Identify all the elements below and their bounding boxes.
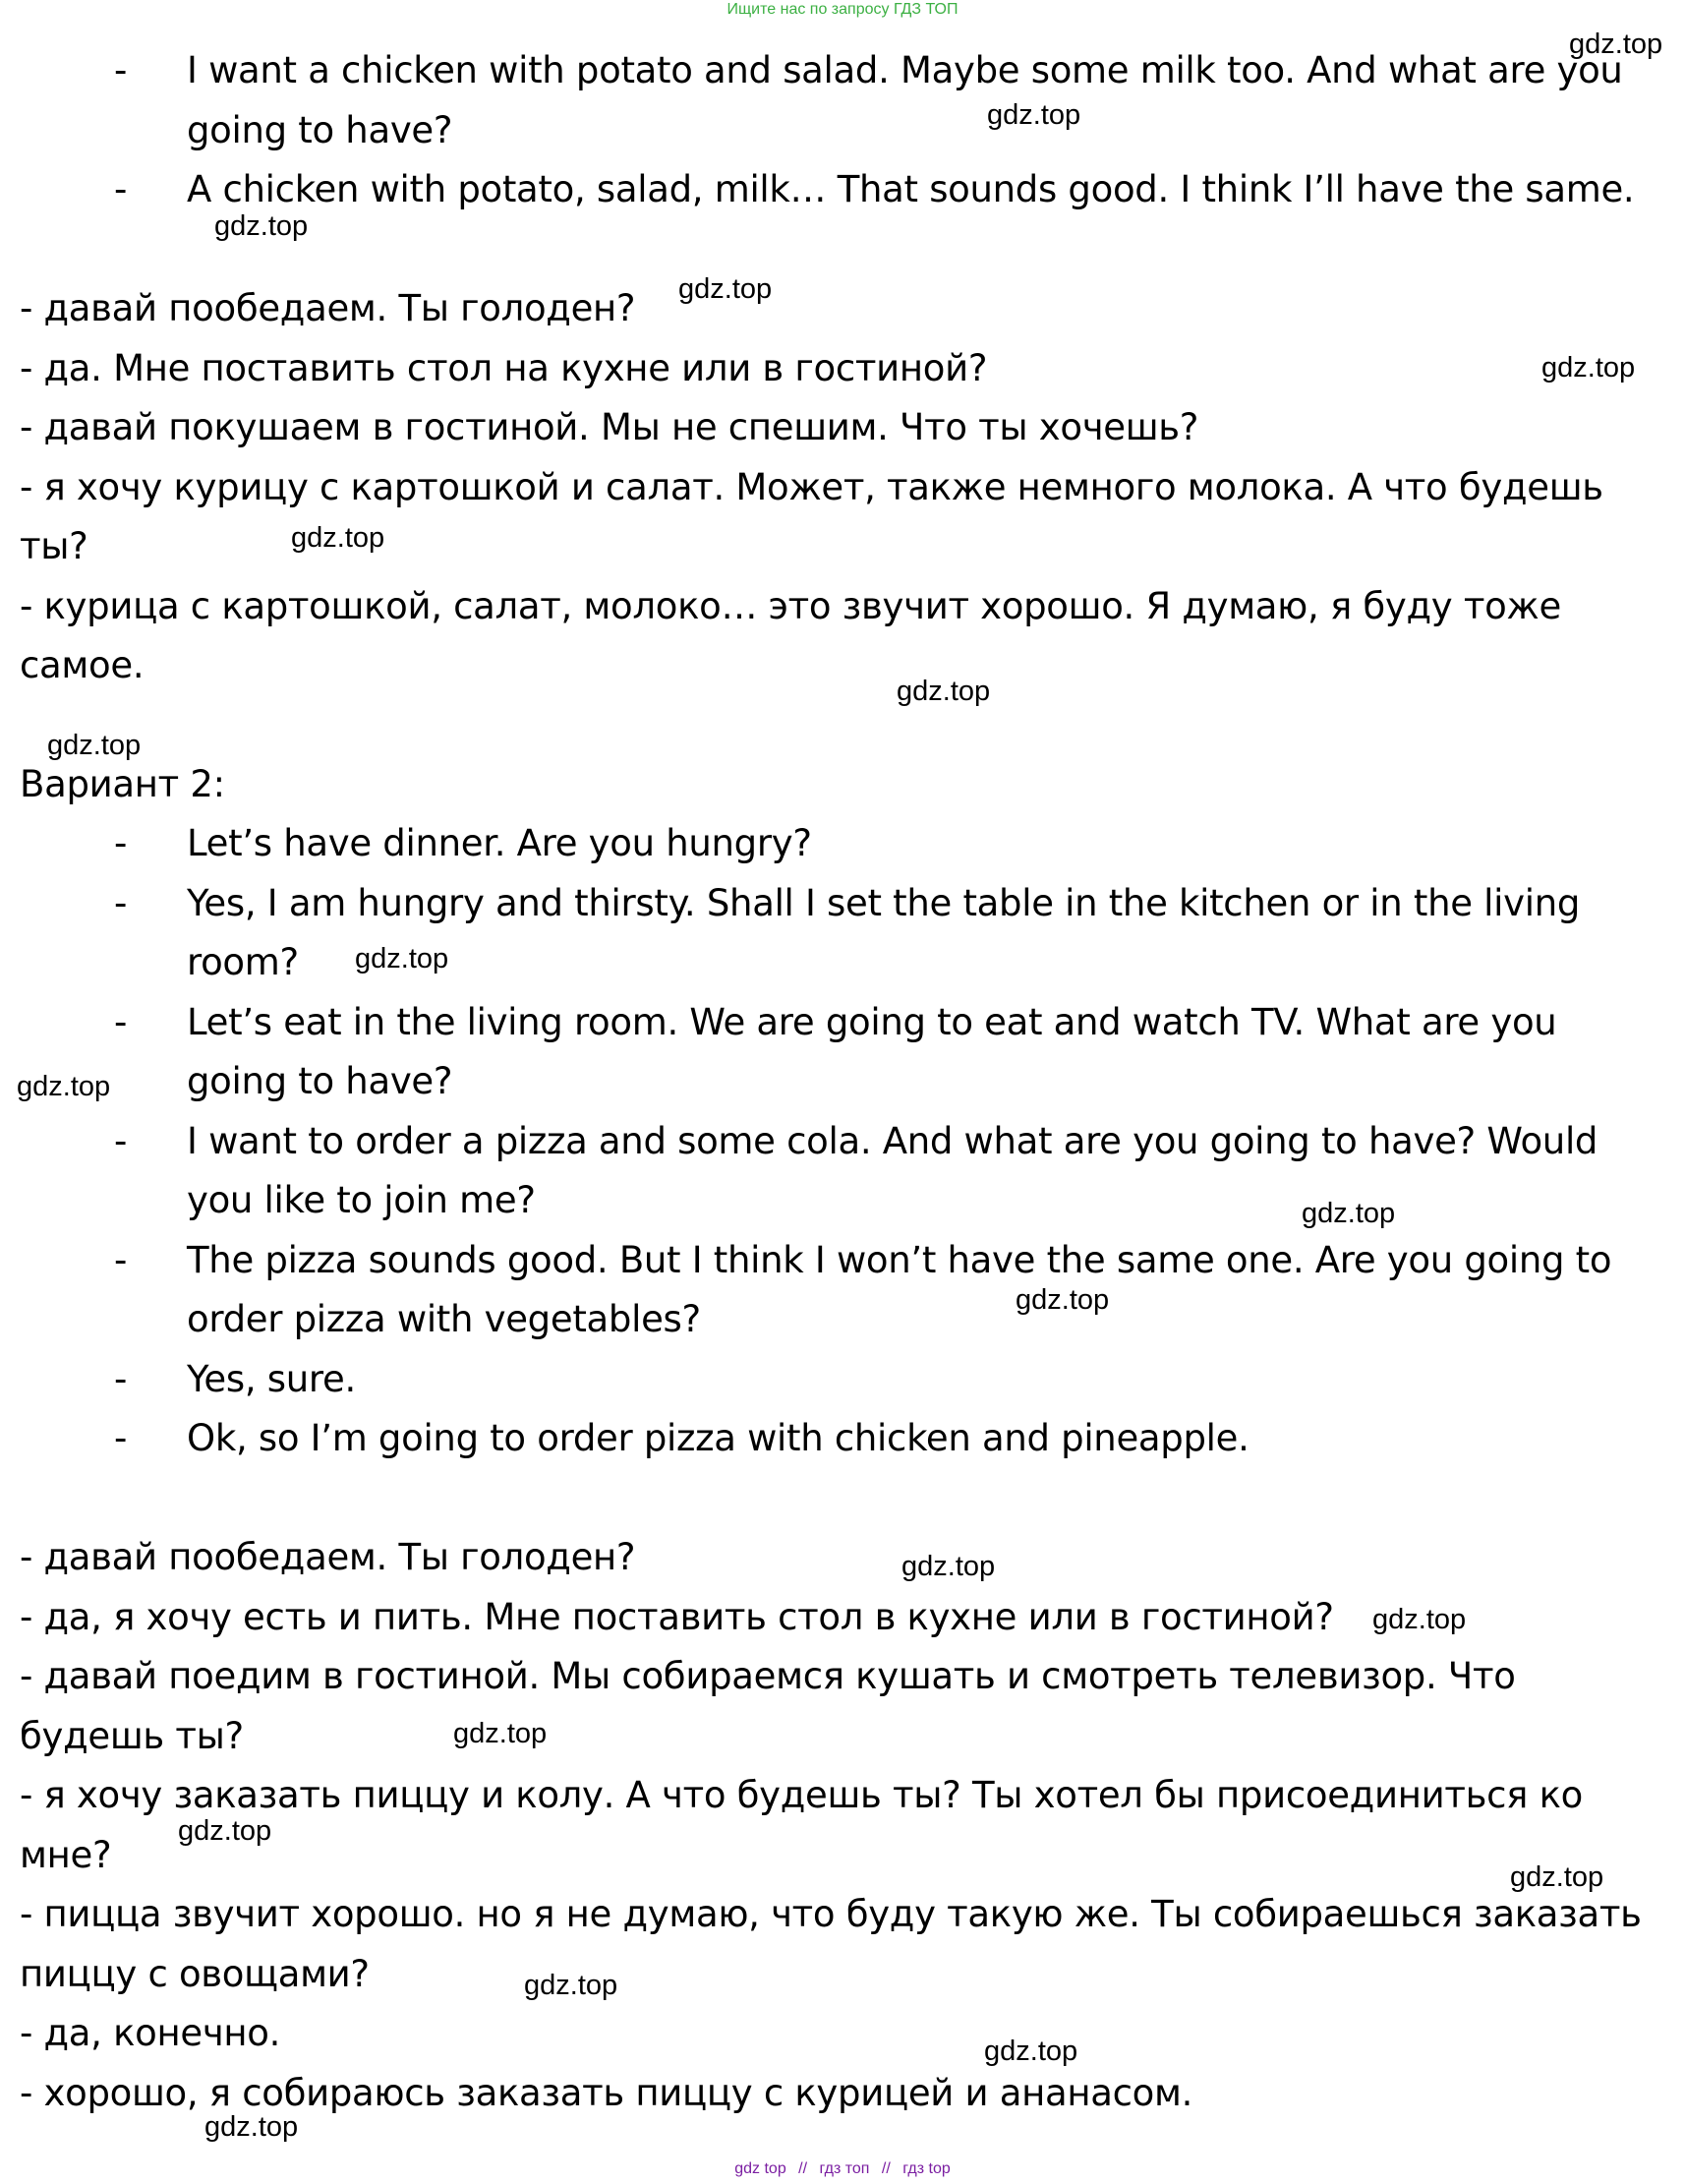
translation-line: - хорошо, я собираюсь заказать пиццу с курицей и ананасом.	[20, 2072, 1193, 2114]
dialogue-text: you like to join me?	[187, 1179, 536, 1221]
watermark: gdz.top	[204, 2111, 299, 2143]
dialogue-text: going to have?	[187, 1060, 453, 1102]
top-banner[interactable]: Ищите нас по запросу ГДЗ ТОП	[726, 1, 959, 18]
footer-separator: //	[881, 2160, 891, 2177]
bullet-dash: -	[114, 822, 128, 864]
dialogue-text: Ok, so I’m going to order pizza with chicken and pineapple.	[187, 1417, 1249, 1459]
watermark: gdz.top	[178, 1815, 272, 1847]
footer-link[interactable]: гдз топ	[819, 2160, 870, 2177]
dialogue-text: order pizza with vegetables?	[187, 1298, 701, 1340]
translation-line: пиццу с овощами?	[20, 1953, 370, 1995]
footer-links	[0, 2159, 1685, 2179]
bullet-dash: -	[114, 168, 128, 210]
bullet-dash: -	[114, 1417, 128, 1459]
watermark: gdz.top	[524, 1970, 618, 2001]
dialogue-text: A chicken with potato, salad, milk… That sounds good. I think I’ll have the same.	[187, 168, 1635, 210]
watermark: gdz.top	[1302, 1198, 1396, 1229]
watermark: gdz.top	[897, 676, 991, 707]
translation-line: мне?	[20, 1834, 112, 1876]
dialogue-text: Yes, sure.	[187, 1358, 356, 1400]
translation-line: будешь ты?	[20, 1715, 244, 1757]
dialogue-text: Yes, I am hungry and thirsty. Shall I set the table in the kitchen or in the living	[187, 882, 1581, 924]
translation-line: - пицца звучит хорошо. но я не думаю, что буду такую же. Ты собираешься заказать	[20, 1893, 1642, 1935]
dialogue-text: Let’s eat in the living room. We are going to eat and watch TV. What are you	[187, 1001, 1557, 1043]
bullet-dash: -	[114, 1120, 128, 1162]
translation-line: - да, я хочу есть и пить. Мне поставить стол в кухне или в гостиной?	[20, 1596, 1334, 1638]
bullet-dash: -	[114, 1001, 128, 1043]
translation-line: - я хочу заказать пиццу и колу. А что будешь ты? Ты хотел бы присоединиться ко	[20, 1774, 1583, 1816]
watermark: gdz.top	[453, 1718, 548, 1749]
translation-line: - да, конечно.	[20, 2012, 281, 2054]
footer-separator: //	[798, 2160, 808, 2177]
watermark: gdz.top	[17, 1071, 111, 1102]
dialogue-text: I want a chicken with potato and salad. Maybe some milk too. And what are you	[187, 49, 1623, 91]
watermark: gdz.top	[1541, 352, 1636, 384]
watermark: gdz.top	[1569, 29, 1663, 60]
watermark: gdz.top	[984, 2036, 1078, 2067]
watermark: gdz.top	[678, 273, 773, 305]
dialogue-text: room?	[187, 941, 299, 983]
translation-line: самое.	[20, 644, 145, 686]
bullet-dash: -	[114, 1239, 128, 1281]
watermark: gdz.top	[355, 943, 449, 974]
watermark: gdz.top	[1016, 1284, 1110, 1316]
dialogue-text: The pizza sounds good. But I think I won’t have the same one. Are you going to	[187, 1239, 1612, 1281]
translation-line: - давай пообедаем. Ты голоден?	[20, 1536, 636, 1578]
translation-line: ты?	[20, 525, 88, 567]
dialogue-text: going to have?	[187, 109, 453, 151]
dialogue-text: I want to order a pizza and some cola. And what are you going to have? Would	[187, 1120, 1598, 1162]
translation-line: - давай поедим в гостиной. Мы собираемся кушать и смотреть телевизор. Что	[20, 1655, 1516, 1697]
translation-line: - давай пообедаем. Ты голоден?	[20, 287, 636, 329]
watermark: gdz.top	[214, 210, 309, 242]
variant-heading: Вариант 2:	[20, 763, 225, 805]
watermark: gdz.top	[1510, 1861, 1604, 1893]
watermark: gdz.top	[291, 522, 385, 554]
translation-line: - да. Мне поставить стол на кухне или в гостиной?	[20, 347, 988, 389]
translation-line: - курица с картошкой, салат, молоко… это звучит хорошо. Я думаю, я буду тоже	[20, 585, 1561, 627]
translation-line: - я хочу курицу с картошкой и салат. Может, также немного молока. А что будешь	[20, 466, 1603, 508]
dialogue-text: Let’s have dinner. Are you hungry?	[187, 822, 812, 864]
bullet-dash: -	[114, 1358, 128, 1400]
watermark: gdz.top	[1372, 1604, 1467, 1635]
bullet-dash: -	[114, 882, 128, 924]
footer-link[interactable]: gdz top	[734, 2160, 786, 2177]
bullet-dash: -	[114, 49, 128, 91]
watermark: gdz.top	[901, 1551, 996, 1582]
translation-line: - давай покушаем в гостиной. Мы не спешим. Что ты хочешь?	[20, 406, 1199, 448]
watermark: gdz.top	[47, 730, 142, 761]
footer-link[interactable]: гдз top	[902, 2160, 951, 2177]
watermark: gdz.top	[987, 99, 1081, 131]
